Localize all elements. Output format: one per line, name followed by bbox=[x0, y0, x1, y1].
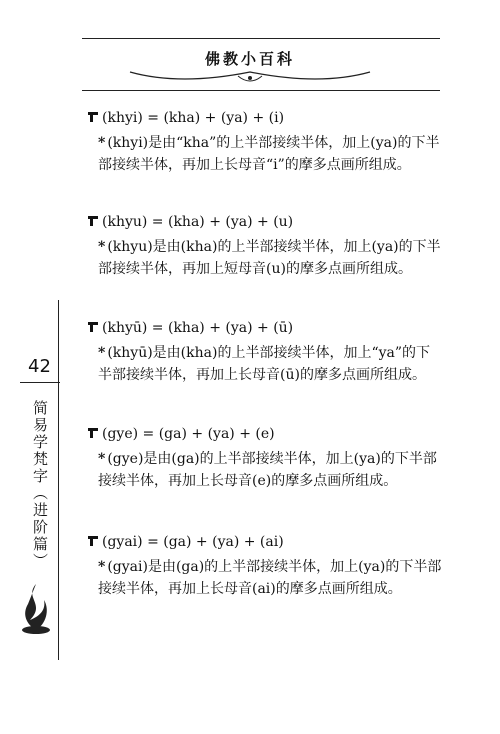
entry-gyai bbox=[84, 532, 444, 600]
page-number: 42 bbox=[28, 356, 51, 377]
siddham-glyph-icon bbox=[86, 534, 100, 548]
formula-gyai: (gyai) = (ga) + (ya) + (ai) bbox=[84, 532, 444, 552]
explanation-khyi: * (khyi)是由“kha”的上半部接续半体，加上(ya)的下半部接续半体，再加上长母音“i”的摩多点画所组成。 bbox=[98, 135, 440, 173]
entry-khyi bbox=[84, 108, 444, 176]
formula-khyu: (khyu) = (kha) + (ya) + (u) bbox=[84, 212, 444, 232]
entry-khyu bbox=[84, 212, 444, 280]
entry-gye bbox=[84, 424, 444, 492]
entry-khyuu bbox=[84, 318, 444, 386]
siddham-glyph-icon bbox=[86, 426, 100, 440]
flame-ornament-icon bbox=[16, 580, 56, 636]
explanation-gye: * (gye)是由(ga)的上半部接续半体，加上(ya)的下半部接续半体，再加上长母音(e)的摩多点画所组成。 bbox=[98, 451, 437, 489]
explanation-gyai: * (gyai)是由(ga)的上半部接续半体，加上(ya)的下半部接续半体，再加上长母音(ai)的摩多点画所组成。 bbox=[98, 559, 442, 597]
siddham-glyph-icon bbox=[86, 110, 100, 124]
siddham-glyph-icon bbox=[86, 214, 100, 228]
sidebar-vertical-line bbox=[58, 300, 59, 660]
book-title: 简易学梵字（进阶篇） bbox=[31, 400, 49, 570]
page-header-title: 佛教小百科 bbox=[204, 50, 295, 68]
formula-khyuu: (khyū) = (kha) + (ya) + (ū) bbox=[84, 318, 444, 338]
header-rule-bottom bbox=[82, 90, 440, 91]
explanation-khyu: * (khyu)是由(kha)的上半部接续半体，加上(ya)的下半部接续半体，再加上短母音(u)的摩多点画所组成。 bbox=[98, 239, 441, 277]
formula-khyi: (khyi) = (kha) + (ya) + (i) bbox=[84, 108, 444, 128]
explanation-khyuu: * (khyū)是由(kha)的上半部接续半体，加上“ya”的下半部接续半体，再加上长母音(ū)的摩多点画所组成。 bbox=[98, 345, 431, 383]
formula-gye: (gye) = (ga) + (ya) + (e) bbox=[84, 424, 444, 444]
siddham-glyph-icon bbox=[86, 320, 100, 334]
header-rule-top bbox=[82, 38, 440, 39]
sidebar-rule bbox=[20, 382, 60, 383]
